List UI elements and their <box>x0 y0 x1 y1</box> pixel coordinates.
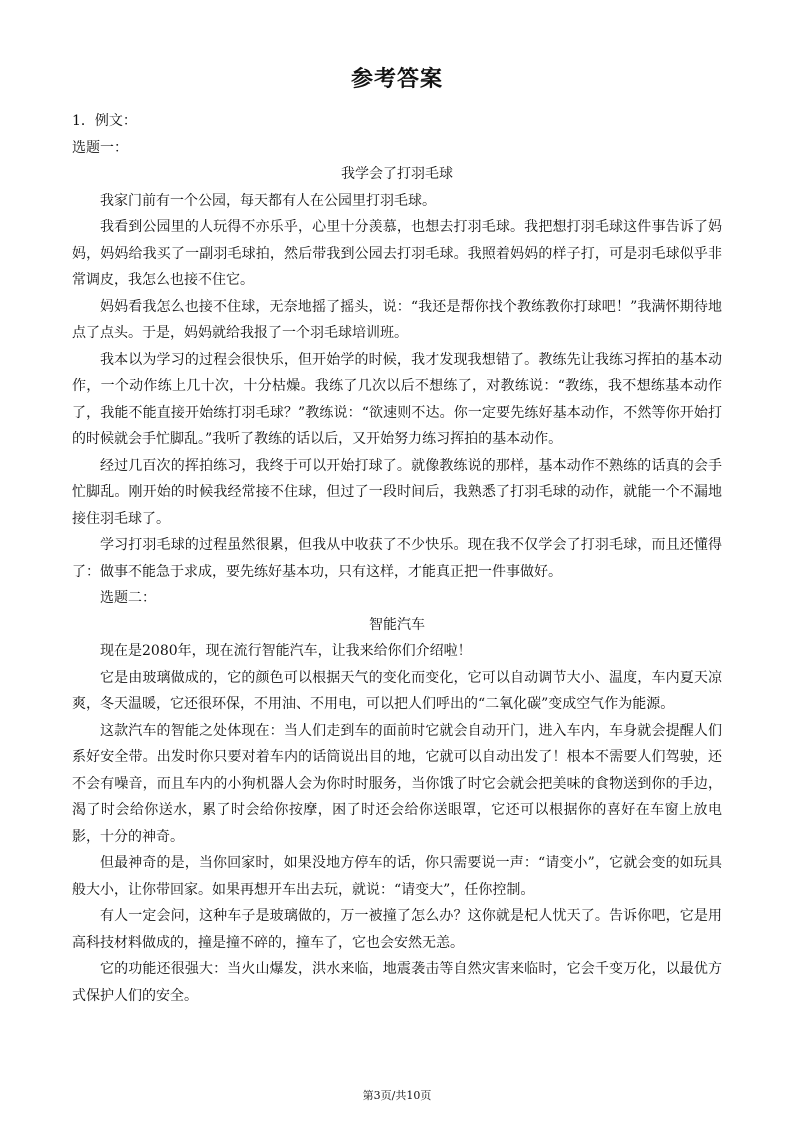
essay-one-paragraph: 学习打羽毛球的过程虽然很累，但我从中收获了不少快乐。现在我不仅学会了打羽毛球，而且还懂得了：做事不能急于求成，要先练好基本功，只有这样，才能真正把一件事做好。 <box>72 537 722 580</box>
essay-one-paragraph: 我家门前有一个公园，每天都有人在公园里打羽毛球。 <box>100 192 436 209</box>
page-footer: 第3页/共10页 <box>362 1089 432 1102</box>
essay-one-paragraph: 我看到公园里的人玩得不亦乐乎，心里十分羡慕，也想去打羽毛球。我把想打羽毛球这件事告诉了妈妈，妈妈给我买了一副羽毛球拍，然后带我到公园去打羽毛球。我照着妈妈的样子打，可是羽毛球似乎非常调皮，我怎么也接不住它。 <box>72 219 722 288</box>
essay-two-paragraph: 但最神奇的是，当你回家时，如果没地方停车的话，你只需要说一声：“请变小”，它就会变的如玩具般大小，让你带回家。如果再想开车出去玩，就说：“请变大”，任你控制。 <box>72 855 722 898</box>
document-body <box>72 108 722 1009</box>
essay-two-title: 智能汽车 <box>369 616 425 633</box>
essay-two-paragraph: 它是由玻璃做成的，它的颜色可以根据天气的变化而变化，它可以自动调节大小、温度，车内夏天凉爽，冬天温暖，它还很环保，不用油、不用电，可以把人们呼出的“二氧化碳”变成空气作为能源。 <box>72 669 722 712</box>
essay-two-paragraph: 这款汽车的智能之处体现在：当人们走到车的面前时它就会自动开门，进入车内，车身就会提醒人们系好安全带。出发时你只要对着车内的话筒说出目的地，它就可以自动出发了！根本不需要人们驾驶，还不会有噪音，而且车内的小狗机器人会为你时时服务，当你饿了时它会就会把美味的食物送到你的手边，渴了时会给你送水，累了时会给你按摩，困了时还会给你送眼罩，它还可以根据你的喜好在车窗上放电影，十分的神奇。 <box>72 722 722 845</box>
option-two-label: 选题二： <box>100 590 156 606</box>
option-one-label: 选题一： <box>72 139 128 156</box>
essay-two-paragraph: 它的功能还很强大：当火山爆发，洪水来临，地震袭击等自然灾害来临时，它会千变万化，以最优方式保护人们的安全。 <box>72 961 722 1004</box>
essay-one-paragraph: 经过几百次的挥拍练习，我终于可以开始打球了。就像教练说的那样，基本动作不熟练的话真的会手忙脚乱。刚开始的时候我经常接不住球，但过了一段时间后，我熟悉了打羽毛球的动作，就能一个不漏地接住羽毛球了。 <box>72 457 722 527</box>
page-title: 参考答案 <box>350 66 443 92</box>
essay-two-paragraph: 有人一定会问，这种车子是玻璃做的，万一被撞了怎么办？这你就是杞人忧天了。告诉你吧，它是用高科技材料做成的，撞是撞不碎的，撞车了，它也会安然无恙。 <box>72 908 722 951</box>
essay-two-paragraph: 现在是2080年，现在流行智能汽车，让我来给你们介绍啦！ <box>100 643 472 659</box>
essay-one-title: 我学会了打羽毛球 <box>341 166 453 182</box>
question-label: 1．例文： <box>72 113 137 129</box>
essay-one-paragraph: 我本以为学习的过程会很快乐，但开始学的时候，我才发现我想错了。教练先让我练习挥拍的基本动作，一个动作练上几十次，十分枯燥。我练了几次以后不想练了，对教练说：“教练，我不想练基本动作了，我能不能直接开始练打羽毛球？”教练说：“欲速则不达。你一定要先练好基本动作，不然等你开始打的时候就会手忙脚乱。”我听了教练的话以后，又开始努力练习挥拍的基本动作。 <box>72 351 722 447</box>
essay-one-paragraph: 妈妈看我怎么也接不住球，无奈地摇了摇头，说：“我还是帮你找个教练教你打球吧！”我满怀期待地点了点头。于是，妈妈就给我报了一个羽毛球培训班。 <box>72 298 722 341</box>
